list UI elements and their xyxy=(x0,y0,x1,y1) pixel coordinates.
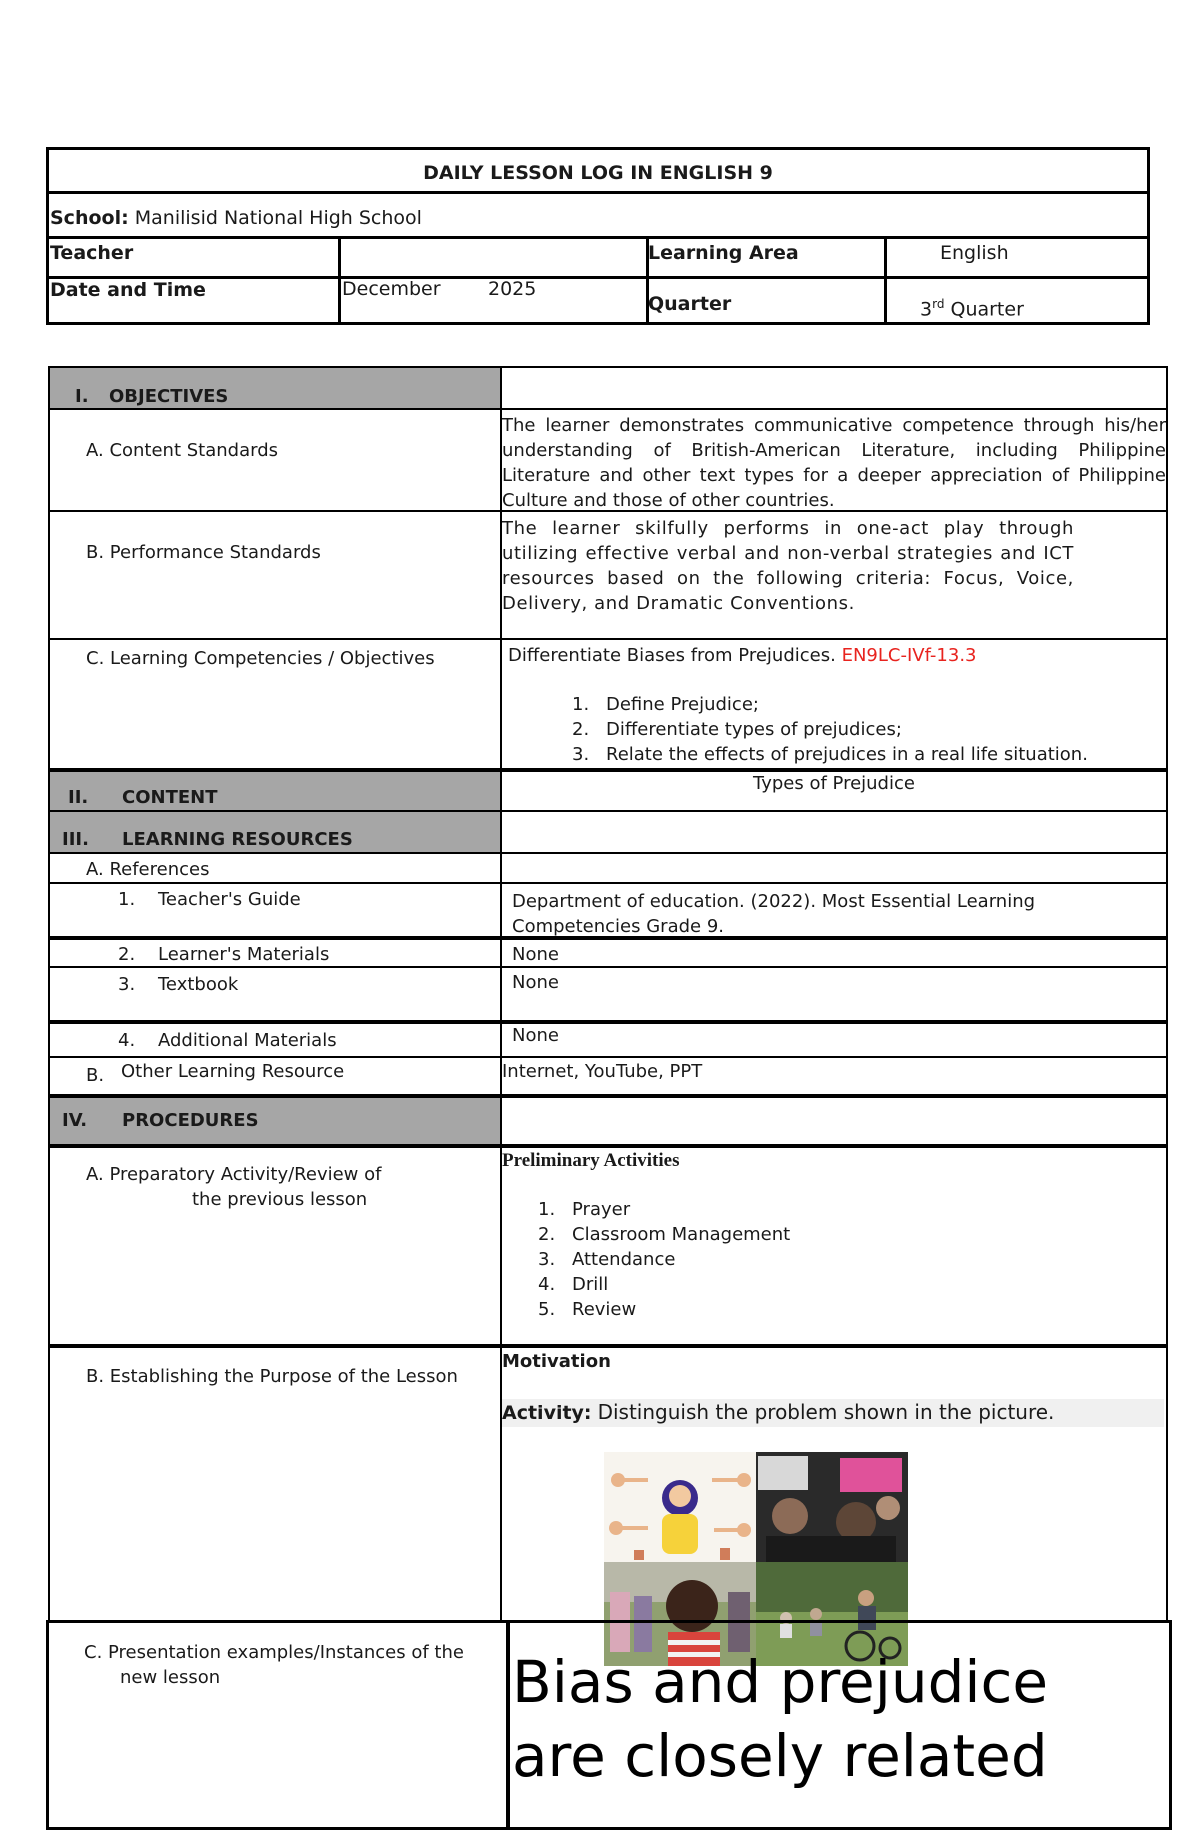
perf-std-label: B. Performance Standards xyxy=(86,542,321,563)
lc-label: C. Learning Competencies / Objectives xyxy=(86,648,435,669)
lc-code: EN9LC-IVf-13.3 xyxy=(841,645,977,666)
date-year: 2025 xyxy=(488,278,537,300)
lc-main: Differentiate Biases from Prejudices. EN9LC-IVf-13.3 xyxy=(508,645,977,666)
motivation-title: Motivation xyxy=(502,1351,611,1372)
resources-value-cell xyxy=(500,810,1168,854)
header-line-2 xyxy=(46,236,1150,239)
school-value: Manilisid National High School xyxy=(134,207,422,229)
quarter-sup: rd xyxy=(932,297,945,311)
prelim-item-4: 4. Drill xyxy=(538,1274,609,1295)
learners-label: 2. Learner's Materials xyxy=(118,944,330,965)
header-vline-3 xyxy=(884,236,887,325)
prejudice-cartoon-image xyxy=(604,1452,756,1562)
header-vline-1 xyxy=(338,236,341,325)
objectives-heading: I. OBJECTIVES xyxy=(75,386,229,407)
content-std-text: The learner demonstrates communicative competence through his/her understanding of British-American Literature, including Philippine Literature and other text types for a deeper appreciation of Philippine Culture and those of other countries. xyxy=(502,415,1166,511)
references-label: A. References xyxy=(86,859,210,880)
lc-item-1: 1. Define Prejudice; xyxy=(572,694,759,715)
procedures-heading: IV. PROCEDURES xyxy=(62,1110,259,1131)
references-value-cell xyxy=(500,852,1168,884)
header-line-3 xyxy=(46,276,1150,279)
perf-std-text: The learner skilfully performs in one-act play through utilizing effective verbal and non-verbal strategies and ICT resources based on the following criteria: Focus, Voice, Delivery, and Dramatic Conventions. xyxy=(502,518,1074,614)
content-std-label: A. Content Standards xyxy=(86,440,279,461)
activity-row: Activity: Distinguish the problem shown in the picture. xyxy=(502,1399,1164,1427)
quarter-num: 3 xyxy=(920,298,933,321)
prelim-item-5: 5. Review xyxy=(538,1299,637,1320)
quarter-word: Quarter xyxy=(950,298,1024,321)
page-title: DAILY LESSON LOG IN ENGLISH 9 xyxy=(423,162,773,184)
other-label: B. Other Learning Resource xyxy=(86,1061,345,1086)
presentation-label-1: C. Presentation examples/Instances of the xyxy=(84,1642,464,1663)
header-line-1 xyxy=(46,191,1150,194)
procedures-value-cell xyxy=(500,1094,1168,1146)
perf-std-cell xyxy=(48,510,502,640)
teachers-guide-label: 1. Teacher's Guide xyxy=(118,889,301,910)
prelim-item-1: 1. Prayer xyxy=(538,1199,631,1220)
prelim-title: Preliminary Activities xyxy=(502,1150,680,1171)
learners-value-cell xyxy=(500,936,1168,968)
preparatory-label-1: A. Preparatory Activity/Review of xyxy=(86,1164,382,1185)
presentation-divider xyxy=(506,1620,510,1830)
resources-heading: III. LEARNING RESOURCES xyxy=(62,829,353,850)
purpose-label: B. Establishing the Purpose of the Lesson xyxy=(86,1366,458,1387)
presentation-big-text-1: Bias and prejudice xyxy=(512,1648,1049,1716)
school-row xyxy=(50,207,422,230)
date-month: December xyxy=(342,278,441,300)
textbook-value-cell xyxy=(500,966,1168,1022)
presentation-label-2: new lesson xyxy=(120,1667,221,1688)
teachers-guide-value: Department of education. (2022). Most Essential Learning Competencies Grade 9. xyxy=(512,891,1036,937)
prelim-item-3: 3. Attendance xyxy=(538,1249,676,1270)
date-label: Date and Time xyxy=(50,279,206,301)
additional-value: None xyxy=(512,1025,559,1046)
additional-label: 4. Additional Materials xyxy=(118,1030,337,1051)
learners-value: None xyxy=(512,944,559,965)
protest-photo-image xyxy=(756,1452,908,1562)
textbook-value: None xyxy=(512,972,559,993)
textbook-label: 3. Textbook xyxy=(118,974,239,995)
presentation-big-text-2: are closely related xyxy=(512,1722,1048,1790)
content-heading: II. CONTENT xyxy=(68,787,218,808)
learning-area-value: English xyxy=(940,242,1009,264)
prelim-item-2: 2. Classroom Management xyxy=(538,1224,791,1245)
content-value: Types of Prejudice xyxy=(753,773,915,794)
lc-item-3: 3. Relate the effects of prejudices in a real life situation. xyxy=(572,744,1088,765)
textbook-cell xyxy=(48,966,502,1022)
quarter-label: Quarter xyxy=(648,293,732,315)
teacher-label: Teacher xyxy=(50,242,134,264)
learning-area-label: Learning Area xyxy=(648,242,799,264)
other-value: Internet, YouTube, PPT xyxy=(502,1061,703,1082)
lc-item-2: 2. Differentiate types of prejudices; xyxy=(572,719,902,740)
school-label: School: xyxy=(50,207,129,229)
quarter-value xyxy=(920,293,1024,321)
preparatory-label-2: the previous lesson xyxy=(192,1189,368,1210)
additional-value-cell xyxy=(500,1020,1168,1058)
objectives-value-cell xyxy=(500,366,1168,410)
